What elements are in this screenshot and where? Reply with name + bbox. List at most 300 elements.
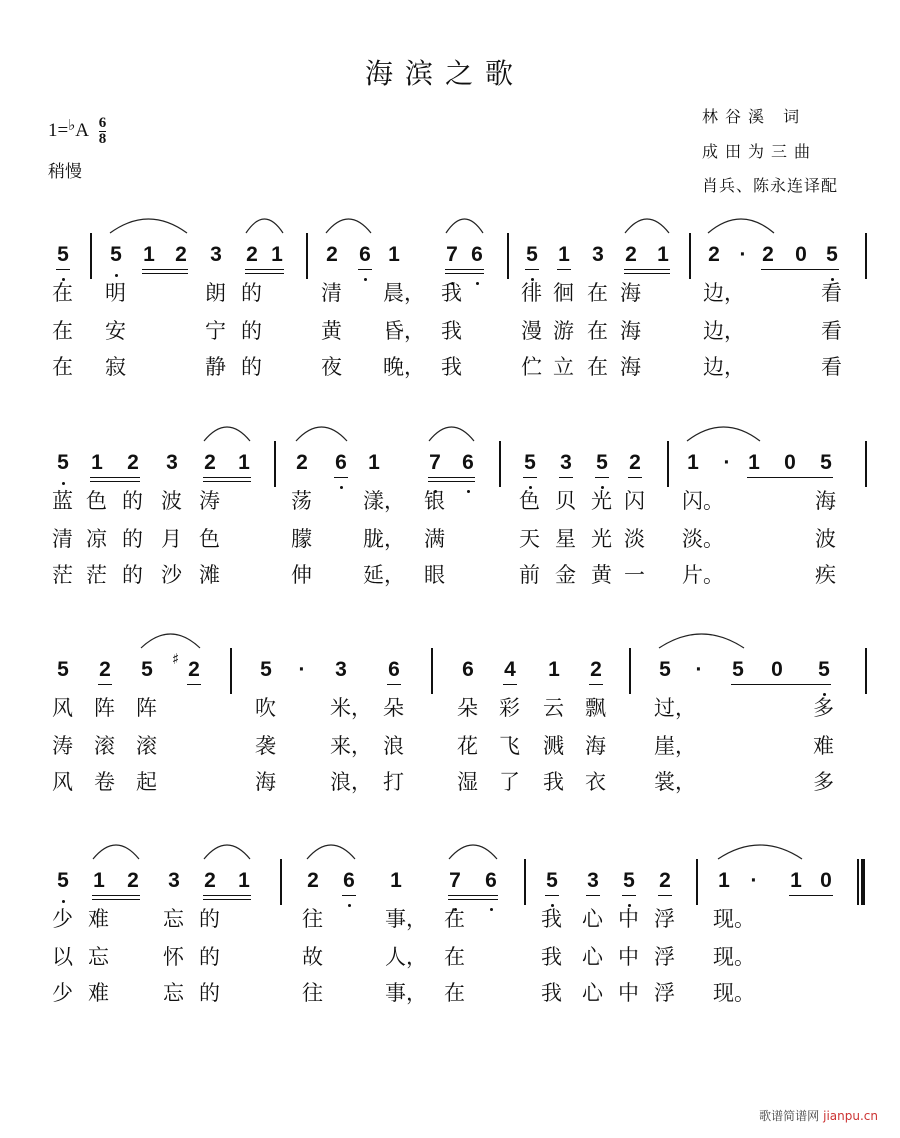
slur [659,634,744,648]
lyric-syllable: 边， [703,319,745,343]
underline [484,899,498,900]
note: 6 [343,869,355,892]
lyric-syllable: 安 [105,319,126,343]
lyric-syllable: 明 [105,281,126,305]
lyric-syllable: 满 [424,527,445,551]
lyric-syllable: 难 [88,981,109,1005]
lyric-syllable: 忘 [163,981,184,1005]
lyric-syllable: 浮 [654,907,675,931]
note: 6 [471,243,483,266]
lyric-syllable: 浮 [654,981,675,1005]
lower-octave-dot [467,490,470,493]
lyric-syllable: 我 [441,281,462,305]
lyric-syllable: 海 [255,770,276,794]
lyric-syllable: 现。 [713,907,755,931]
lyric-syllable: 溅 [543,734,564,758]
note: 6 [335,451,347,474]
lyric-syllable: 看 [821,319,842,343]
lyric-syllable: 立 [553,355,574,379]
lyric-syllable: 海 [620,355,641,379]
barline [280,859,282,905]
lyric-syllable: 昏， [383,319,425,343]
lyric-syllable: 看 [821,355,842,379]
underline [237,899,251,900]
lyric-syllable: 在 [444,945,465,969]
lyric-syllable: 黄 [321,319,342,343]
lyric-syllable: 静 [205,355,226,379]
underline [237,477,251,478]
note: 0 [795,243,807,266]
lyric-syllable: 飘 [585,696,606,720]
underline [589,684,603,685]
augmentation-dot: · [739,243,747,266]
lyric-syllable: 怀 [163,945,184,969]
lyric-syllable: 浪 [383,734,404,758]
underline [387,684,401,685]
barline [696,859,698,905]
note: 1 [238,451,250,474]
note: 2 [762,243,774,266]
note: 6 [462,451,474,474]
lyric-syllable: 海 [620,281,641,305]
underline [825,269,839,270]
slur [307,845,355,859]
lyric-syllable: 我 [541,907,562,931]
slur [429,427,474,441]
augmentation-dot: · [298,658,306,681]
underline [557,269,571,270]
lyric-syllable: 飞 [499,734,520,758]
lyric-syllable: 来， [330,734,372,758]
note: 5 [623,869,635,892]
augmentation-dot: · [750,869,758,892]
slur [93,845,139,859]
underline [270,269,284,270]
note: 2 [590,658,602,681]
lyric-syllable: 多 [813,770,834,794]
note: 2 [307,869,319,892]
note: 3 [210,243,222,266]
lyric-syllable: 延， [363,563,405,587]
lyricist-credit: 林谷溪 词 [702,107,807,126]
lower-octave-dot [348,904,351,907]
note: 5 [659,658,671,681]
lyric-syllable: 色 [519,489,540,513]
note: 2 [659,869,671,892]
underline [187,684,201,685]
note: 2 [708,243,720,266]
barline [865,648,867,694]
lyric-syllable: 游 [553,319,574,343]
lyric-syllable: 贝 [555,489,576,513]
note: 6 [388,658,400,681]
lyric-syllable: 在 [444,981,465,1005]
watermark-site: 歌谱简谱网 [759,1109,820,1123]
lyric-syllable: 的 [122,489,143,513]
note: 1 [143,243,155,266]
lyric-syllable: 裳， [654,770,696,794]
lyric-syllable: 花 [457,734,478,758]
note: 0 [784,451,796,474]
underline [334,477,348,478]
lyric-syllable: 荡 [291,489,312,513]
note: 2 [188,658,200,681]
lyric-syllable: 吹 [255,696,276,720]
note: 4 [504,658,516,681]
augmentation-dot: · [695,658,703,681]
underline [658,895,672,896]
lyric-syllable: 风 [52,696,73,720]
lyric-syllable: 阵 [136,696,157,720]
lyric-syllable: 茫 [86,563,107,587]
lyric-syllable: 我 [441,355,462,379]
note: 1 [271,243,283,266]
barline [499,441,501,487]
lyric-syllable: 色 [199,527,220,551]
lyric-syllable: 中 [618,981,639,1005]
underline [237,895,251,896]
underline [358,269,372,270]
lyric-syllable: 的 [122,563,143,587]
lyric-syllable: 云 [543,696,564,720]
lyric-syllable: 看 [821,281,842,305]
note: 5 [820,451,832,474]
slur [296,427,347,441]
note: 1 [558,243,570,266]
lyric-syllable: 往 [302,981,323,1005]
translator-credit: 肖兵、陈永连译配 [702,176,839,195]
lyric-syllable: 多 [813,696,834,720]
lyric-syllable: 在 [587,319,608,343]
lyric-syllable: 以 [52,945,73,969]
underline [342,895,356,896]
lyric-syllable: 的 [199,981,220,1005]
lyric-syllable: 沙 [161,563,182,587]
lyric-syllable: 的 [241,281,262,305]
note: 5 [57,243,69,266]
lyric-syllable: 我 [541,945,562,969]
note: 1 [390,869,402,892]
underline [270,273,284,274]
key-note: A [75,119,88,141]
slur [449,845,497,859]
lyric-syllable: 难 [813,734,834,758]
slur [204,845,250,859]
note: 2 [127,451,139,474]
song-title: 海滨之歌 [364,57,525,90]
lyric-syllable: 的 [199,907,220,931]
lyric-syllable: 寂 [105,355,126,379]
lyric-syllable: 黄 [591,563,612,587]
note: 5 [57,451,69,474]
lyric-syllable: 银 [424,489,445,513]
note: 3 [166,451,178,474]
lyric-syllable: 涛 [52,734,73,758]
lyric-syllable: 中 [618,945,639,969]
underline [503,684,517,685]
slur [708,219,774,233]
note: 5 [57,869,69,892]
note: 2 [326,243,338,266]
underline [126,481,140,482]
lyric-syllable: 漫 [521,319,542,343]
note: 5 [826,243,838,266]
note: 7 [449,869,461,892]
lyric-syllable: 现。 [713,945,755,969]
lyric-syllable: 心 [582,945,603,969]
underline [470,273,484,274]
lower-octave-dot [476,282,479,285]
lyric-syllable: 在 [587,281,608,305]
lyric-syllable: 金 [555,563,576,587]
lyric-syllable: 疾 [815,563,836,587]
lyric-syllable: 我 [543,770,564,794]
underline [98,684,112,685]
lyric-syllable: 浮 [654,945,675,969]
lower-octave-dot [115,274,118,277]
double-barline [857,859,859,905]
note: 2 [175,243,187,266]
double-barline-thick [861,859,865,905]
barline [629,648,631,694]
lyric-syllable: 眼 [424,563,445,587]
underline [126,895,140,896]
note: 3 [592,243,604,266]
lyric-syllable: 袭 [255,734,276,758]
lyric-syllable: 心 [582,907,603,931]
lyric-syllable: 彩 [499,696,520,720]
lyric-syllable: 徘 [521,281,542,305]
lower-octave-dot [490,908,493,911]
note: 5 [57,658,69,681]
barline [274,441,276,487]
lyric-syllable: 的 [241,319,262,343]
note: 1 [548,658,560,681]
note: 6 [485,869,497,892]
lyric-syllable: 前 [519,563,540,587]
lyric-syllable: 故 [302,945,323,969]
lyric-syllable: 在 [52,355,73,379]
note: 2 [246,243,258,266]
slur [446,219,483,233]
note: 1 [657,243,669,266]
lyric-syllable: 茫 [52,563,73,587]
lyric-syllable: 淡。 [682,527,724,551]
note: 2 [204,869,216,892]
note: 0 [771,658,783,681]
underline [237,481,251,482]
underline [470,269,484,270]
lyric-syllable: 的 [199,945,220,969]
lyric-syllable: 现。 [713,981,755,1005]
barline [306,233,308,279]
note: 1 [238,869,250,892]
note: 5 [110,243,122,266]
underline [461,477,475,478]
note: 0 [820,869,832,892]
tempo-marking: 稍慢 [48,162,82,182]
underline [461,481,475,482]
lyric-syllable: 一 [624,563,645,587]
lyric-syllable: 滩 [199,563,220,587]
slur [246,219,283,233]
underline [656,273,670,274]
barline [865,441,867,487]
lyric-syllable: 朵 [457,696,478,720]
underline [656,269,670,270]
lyric-syllable: 滚 [136,734,157,758]
lyric-syllable: 少 [52,907,73,931]
barline [90,233,92,279]
note: 3 [335,658,347,681]
sharp-icon: ♯ [172,650,180,668]
lyric-syllable: 过， [654,696,696,720]
lyric-syllable: 朵 [383,696,404,720]
lyric-syllable: 天 [519,527,540,551]
lyric-syllable: 在 [52,281,73,305]
note: 2 [296,451,308,474]
underline [126,477,140,478]
time-numerator: 6 [98,115,107,131]
lyric-syllable: 片。 [682,563,724,587]
lyric-syllable: 波 [815,527,836,551]
underline [56,269,70,270]
lyric-syllable: 涛 [199,489,220,513]
note: 1 [388,243,400,266]
barline [230,648,232,694]
note: 1 [687,451,699,474]
underline [174,273,188,274]
time-denominator: 8 [98,131,107,147]
lyric-syllable: 往 [302,907,323,931]
lyric-syllable: 伫 [521,355,542,379]
lyric-syllable: 忘 [163,907,184,931]
underline [628,477,642,478]
lyric-syllable: 海 [585,734,606,758]
lyric-syllable: 夜 [321,355,342,379]
lyric-syllable: 我 [441,319,462,343]
lyric-syllable: 滚 [94,734,115,758]
lyric-syllable: 凉 [86,527,107,551]
lyric-syllable: 淡 [624,527,645,551]
note: 2 [625,243,637,266]
underline [545,895,559,896]
lower-octave-dot [62,900,65,903]
lower-octave-dot [62,482,65,485]
note: 5 [546,869,558,892]
lyric-syllable: 在 [52,319,73,343]
note: 5 [818,658,830,681]
underline [523,477,537,478]
underline [595,477,609,478]
lyric-syllable: 我 [541,981,562,1005]
watermark [759,1107,878,1124]
note: 7 [429,451,441,474]
lyric-syllable: 事， [385,981,427,1005]
note: 5 [141,658,153,681]
note: 1 [368,451,380,474]
note: 5 [732,658,744,681]
barline [431,648,433,694]
note: 5 [524,451,536,474]
note: 1 [93,869,105,892]
note: 6 [359,243,371,266]
underline [819,477,833,478]
lyric-syllable: 在 [444,907,465,931]
note: 7 [446,243,458,266]
lyric-syllable: 衣 [585,770,606,794]
key-prefix: 1= [48,119,69,141]
underline [819,895,833,896]
lyric-syllable: 波 [161,489,182,513]
lyric-syllable: 光 [591,527,612,551]
lower-octave-dot [364,278,367,281]
lyric-syllable: 徊 [553,281,574,305]
lyric-syllable: 光 [591,489,612,513]
note: 2 [99,658,111,681]
underline [622,895,636,896]
note: 1 [748,451,760,474]
lyric-syllable: 的 [241,355,262,379]
lyric-syllable: 海 [620,319,641,343]
lyric-syllable: 闪 [624,489,645,513]
composer-credit: 成田为三曲 [702,142,818,161]
lyric-syllable: 清 [321,281,342,305]
lyric-syllable: 少 [52,981,73,1005]
lyric-syllable: 朦 [291,527,312,551]
slur [687,427,760,441]
note: 1 [91,451,103,474]
lyric-syllable: 米， [330,696,372,720]
lyric-syllable: 中 [618,907,639,931]
slur [110,219,187,233]
lyric-syllable: 人， [385,945,427,969]
lyric-syllable: 月 [161,527,182,551]
note: 3 [560,451,572,474]
note: 5 [526,243,538,266]
flat-icon: ♭ [68,118,76,134]
barline [667,441,669,487]
lyric-syllable: 星 [555,527,576,551]
underline [484,895,498,896]
barline [689,233,691,279]
barline [524,859,526,905]
lyric-syllable: 忘 [88,945,109,969]
slur [326,219,371,233]
lyric-syllable: 湿 [457,770,478,794]
barline [865,233,867,279]
slur [718,845,802,859]
watermark-domain: jianpu.cn [823,1109,878,1123]
lyric-syllable: 卷 [94,770,115,794]
lyric-syllable: 难 [88,907,109,931]
lyric-syllable: 闪。 [682,489,724,513]
lyric-syllable: 心 [582,981,603,1005]
lyric-syllable: 起 [136,770,157,794]
lyric-syllable: 的 [122,527,143,551]
underline [126,899,140,900]
slur [625,219,669,233]
note: 2 [204,451,216,474]
note: 3 [587,869,599,892]
lyric-syllable: 晚， [383,355,425,379]
lyric-syllable: 了 [499,770,520,794]
lyric-syllable: 海 [815,489,836,513]
lyric-syllable: 阵 [94,696,115,720]
lower-octave-dot [340,486,343,489]
note: 1 [718,869,730,892]
note: 2 [127,869,139,892]
